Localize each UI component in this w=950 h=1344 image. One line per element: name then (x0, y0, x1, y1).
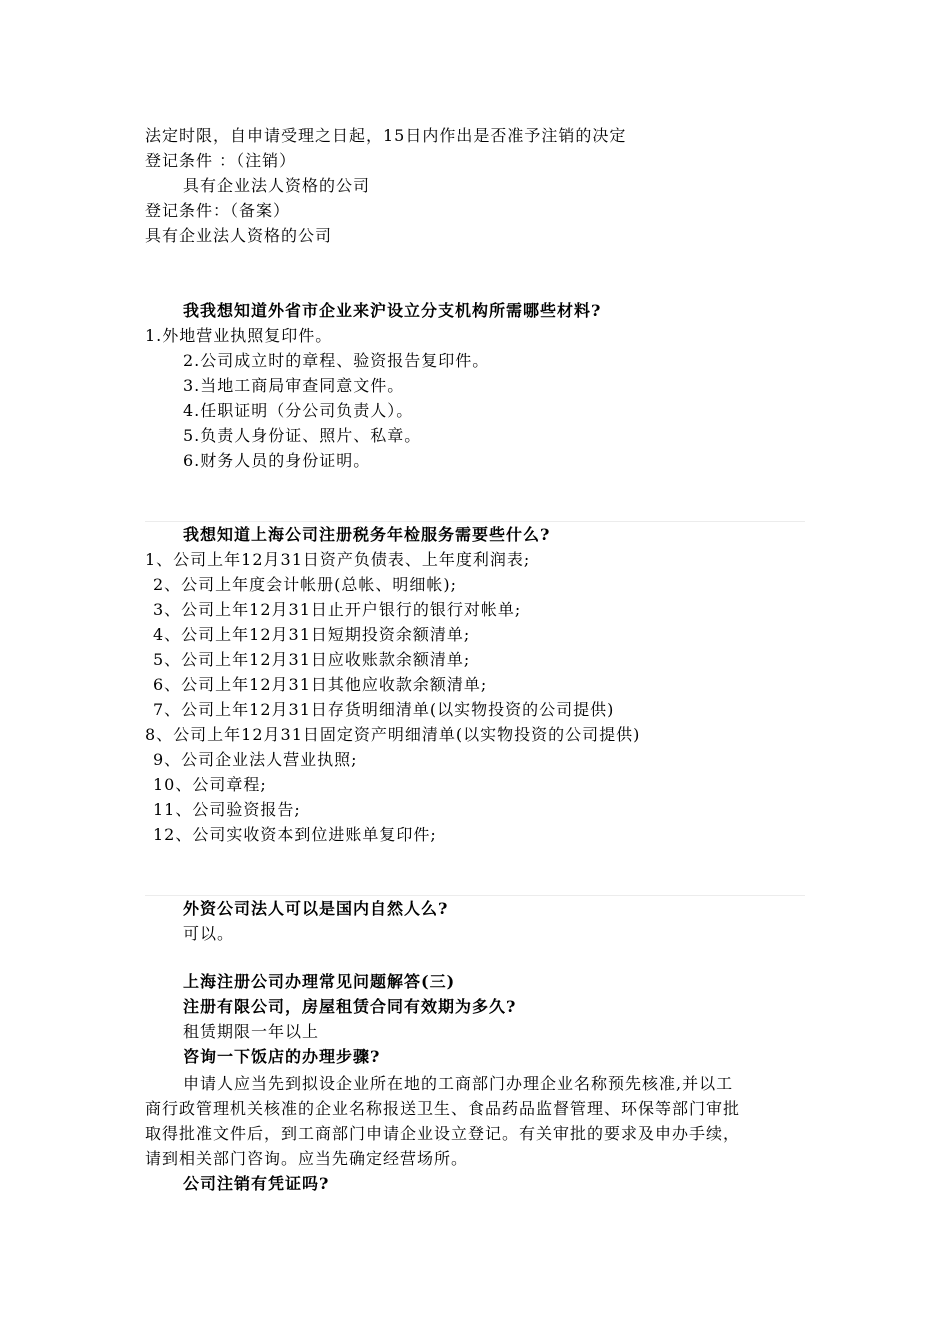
list-item: 8、公司上年12月31日固定资产明细清单(以实物投资的公司提供) (145, 725, 641, 744)
list-item: 1、公司上年12月31日资产负债表、上年度利润表; (145, 550, 531, 569)
list-item: 10、公司章程; (153, 775, 267, 794)
list-item: 12、公司实收资本到位进账单复印件; (153, 825, 437, 844)
list-item: 6、公司上年12月31日其他应收款余额清单; (153, 675, 488, 694)
answer-text: 可以。 (183, 924, 235, 943)
question-heading: 外资公司法人可以是国内自然人么? (183, 899, 449, 918)
list-item: 4.任职证明（分公司负责人）。 (183, 401, 414, 420)
text-line: 法定时限，自申请受理之日起，15日内作出是否准予注销的决定 (145, 126, 627, 145)
question-heading: 我想知道上海公司注册税务年检服务需要些什么? (183, 525, 551, 544)
text-line: 具有企业法人资格的公司 (145, 226, 333, 245)
answer-paragraph-line: 取得批准文件后，到工商部门申请企业设立登记。有关审批的要求及申办手续， (145, 1124, 741, 1143)
list-item: 5、公司上年12月31日应收账款余额清单; (153, 650, 471, 669)
question-heading: 我我想知道外省市企业来沪设立分支机构所需哪些材料? (183, 301, 602, 320)
answer-paragraph-line: 请到相关部门咨询。应当先确定经营场所。 (145, 1149, 469, 1168)
text-line: 登记条件：（备案） (145, 201, 291, 220)
section-title: 上海注册公司办理常见问题解答(三) (183, 972, 456, 991)
list-item: 4、公司上年12月31日短期投资余额清单; (153, 625, 471, 644)
list-item: 3.当地工商局审查同意文件。 (183, 376, 405, 395)
list-item: 1.外地营业执照复印件。 (145, 326, 333, 345)
list-item: 2、公司上年度会计帐册(总帐、明细帐); (153, 575, 458, 594)
question-heading: 公司注销有凭证吗? (183, 1174, 330, 1193)
text-line: 登记条件 ：（注销） (145, 151, 297, 170)
text-line: 具有企业法人资格的公司 (183, 176, 371, 195)
answer-text: 租赁期限一年以上 (183, 1022, 320, 1041)
list-item: 5.负责人身份证、照片、私章。 (183, 426, 422, 445)
list-item: 3、公司上年12月31日止开户银行的银行对帐单; (153, 600, 522, 619)
answer-paragraph-line: 申请人应当先到拟设企业所在地的工商部门办理企业名称预先核准,并以工 (183, 1074, 734, 1093)
answer-paragraph-line: 商行政管理机关核准的企业名称报送卫生、食品药品监督管理、环保等部门审批 (145, 1099, 741, 1118)
list-item: 7、公司上年12月31日存货明细清单(以实物投资的公司提供) (153, 700, 615, 719)
list-item: 2.公司成立时的章程、验资报告复印件。 (183, 351, 490, 370)
question-heading: 注册有限公司，房屋租赁合同有效期为多久? (183, 997, 517, 1016)
list-item: 6.财务人员的身份证明。 (183, 451, 371, 470)
section-divider (145, 895, 805, 896)
list-item: 11、公司验资报告; (153, 800, 301, 819)
list-item: 9、公司企业法人营业执照; (153, 750, 358, 769)
question-heading: 咨询一下饭店的办理步骤? (183, 1047, 381, 1066)
section-divider (145, 521, 805, 522)
